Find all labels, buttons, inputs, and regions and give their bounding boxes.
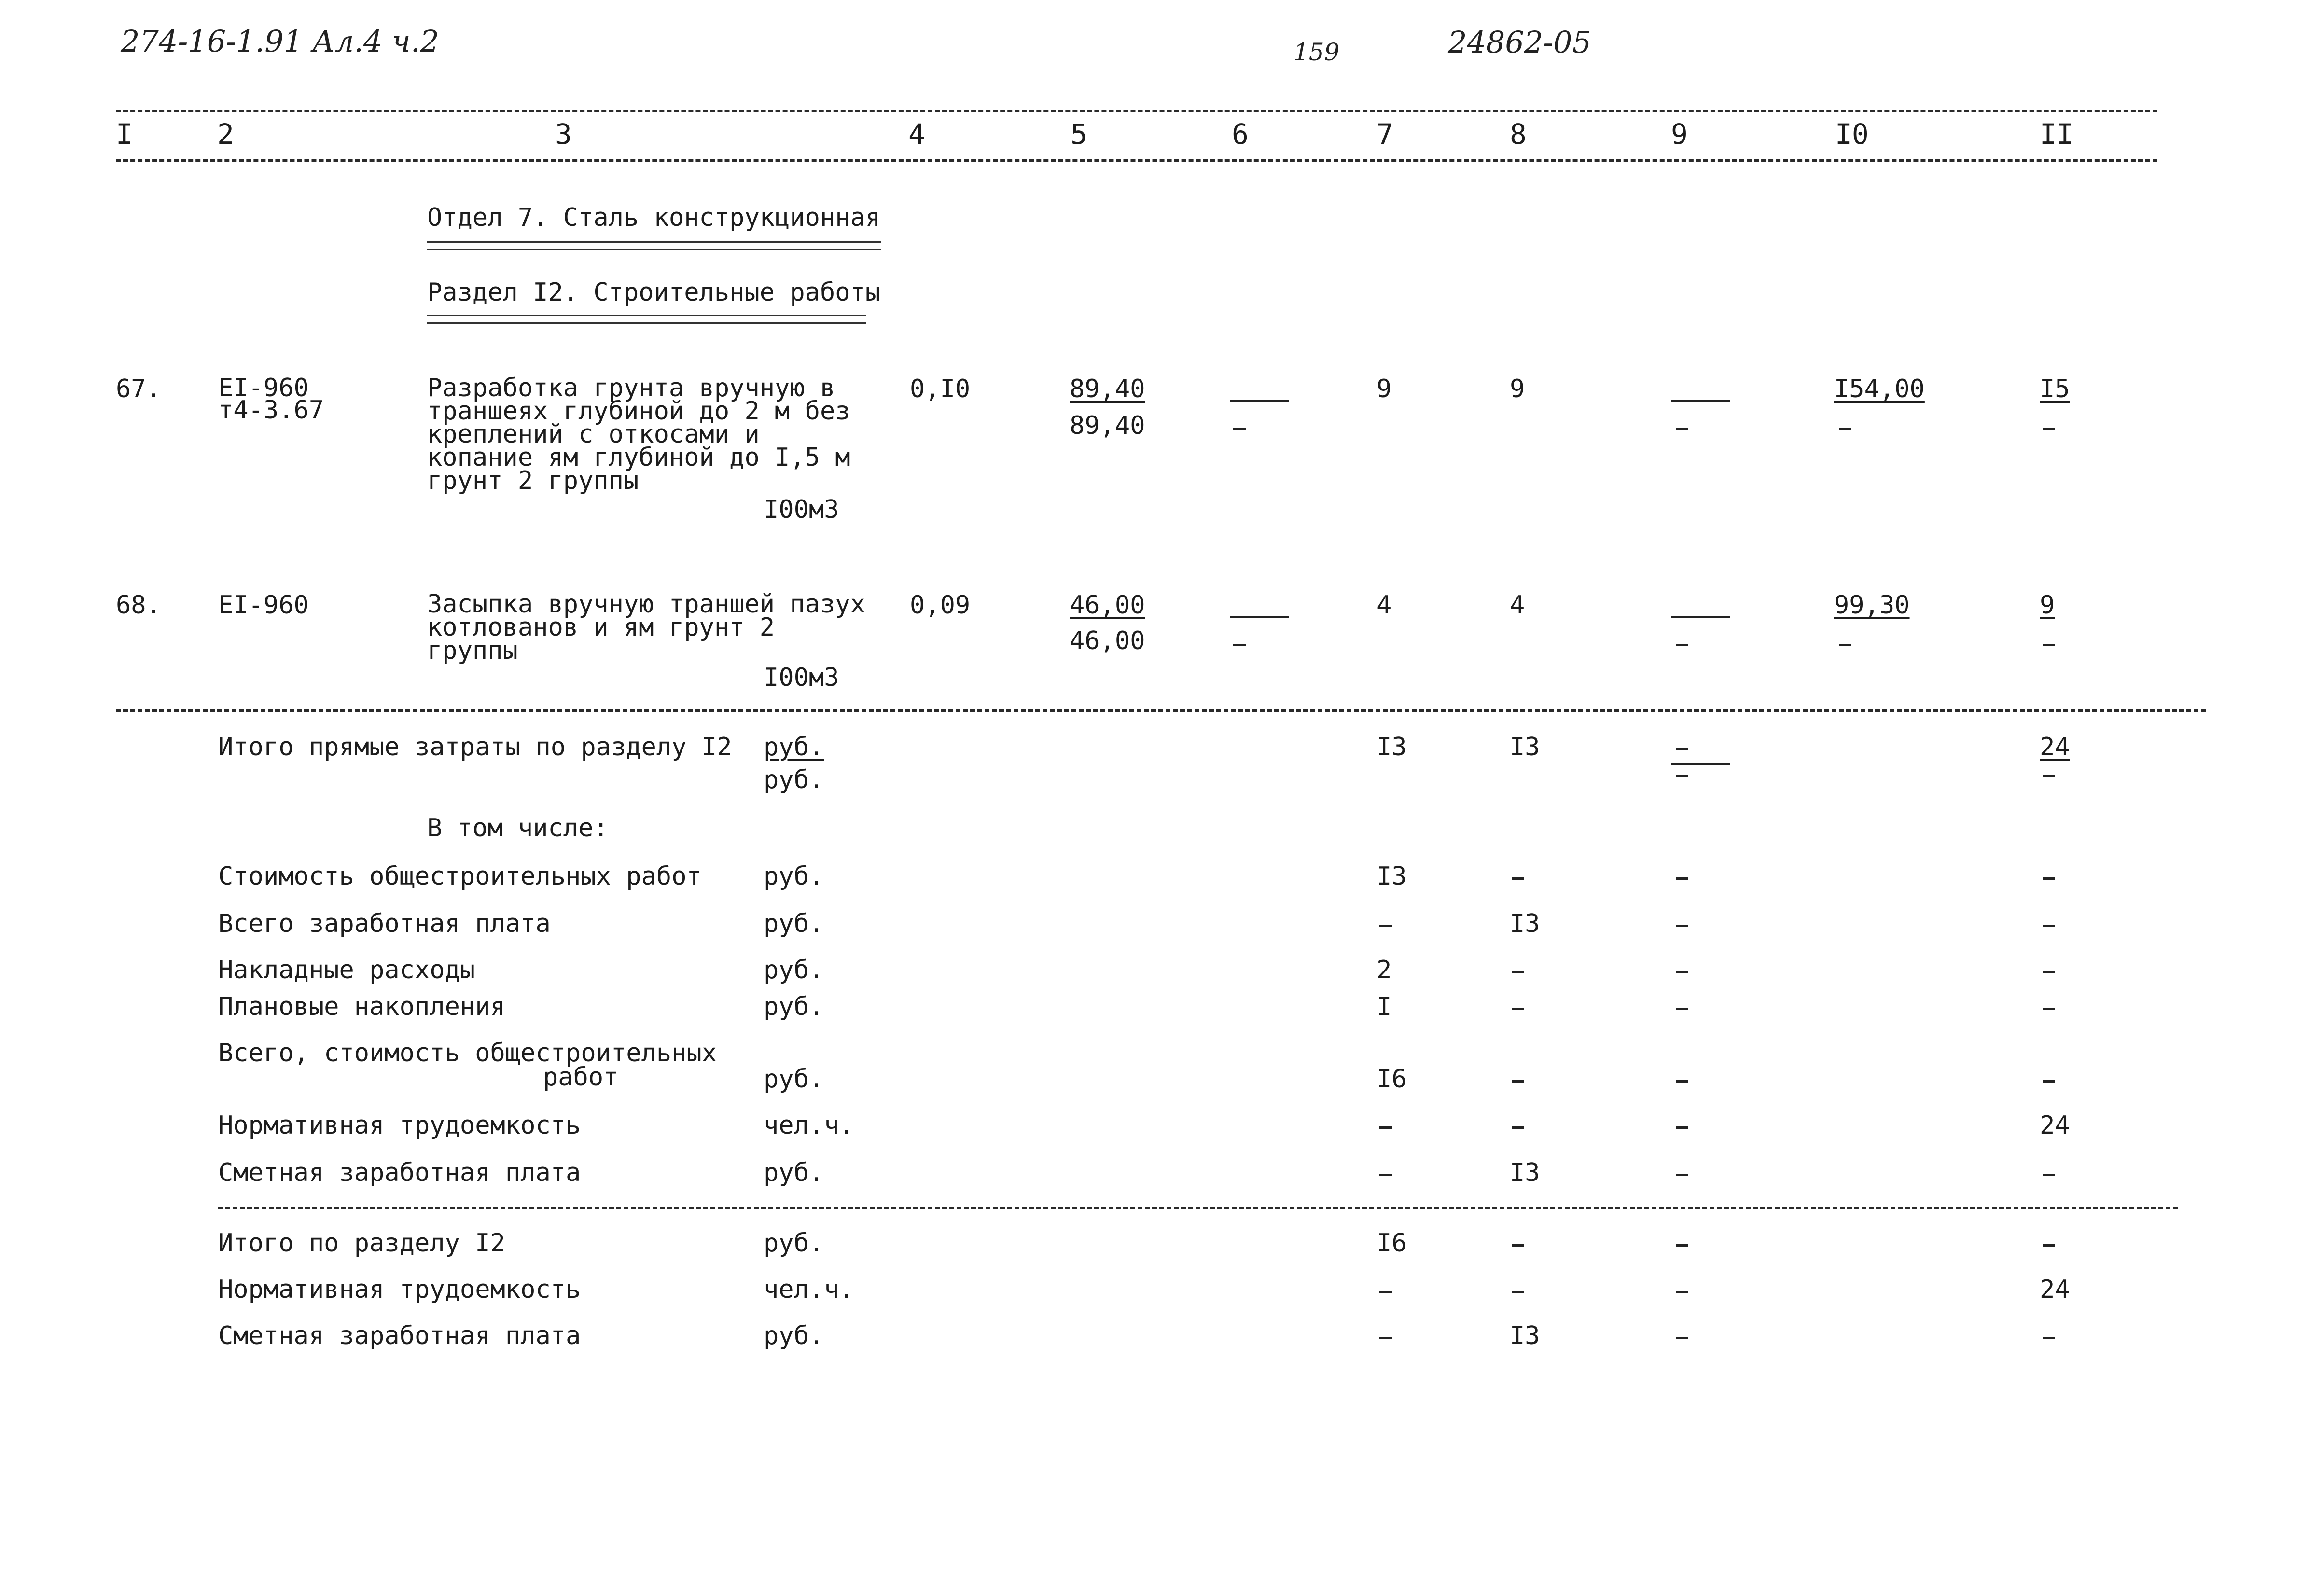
breakdown-c11-dash	[2043, 877, 2055, 880]
breakdown-c7: I6	[1377, 1065, 1407, 1094]
row-description: котлованов и ям грунт 2	[427, 613, 775, 642]
totals-direct-c9-bottom	[1676, 775, 1688, 777]
breakdown-label: Накладные расходы	[218, 956, 475, 985]
col-header-8: 8	[1510, 118, 1527, 151]
department-title-rule	[427, 241, 881, 243]
row-c8: 4	[1510, 591, 1525, 620]
col-header-10: I0	[1835, 118, 1869, 151]
breakdown-unit: руб.	[764, 862, 824, 891]
row-c10-bottom	[1839, 428, 1851, 430]
row-code: т4-3.67	[218, 396, 324, 425]
breakdown-c11-dash	[2043, 1080, 2055, 1083]
breakdown-c11-dash	[2043, 925, 2055, 927]
section-total-c9-dash	[1676, 1291, 1688, 1293]
breakdown-c11-dash	[2043, 1174, 2055, 1176]
row-c11-top: 9	[2040, 591, 2055, 620]
section-total-separator	[218, 1207, 2178, 1209]
row-c10-top: 99,30	[1834, 591, 1910, 620]
row-c8: 9	[1510, 375, 1525, 403]
row-description: группы	[427, 636, 518, 665]
breakdown-c9-dash	[1676, 1174, 1688, 1176]
breakdown-label: Стоимость общестроительных работ	[218, 862, 702, 891]
row-code: EI-960	[218, 591, 309, 620]
breakdown-c7-dash	[1379, 1174, 1392, 1176]
row-code: EI-960	[218, 374, 309, 402]
section-total-c9-dash	[1676, 1337, 1688, 1339]
breakdown-label: Плановые накопления	[218, 992, 505, 1021]
breakdown-c7-dash	[1379, 925, 1392, 927]
breakdown-c11-dash	[2043, 971, 2055, 973]
row-c9-bottom	[1676, 644, 1688, 646]
section-title-rule	[427, 315, 866, 316]
row-c10-bottom	[1839, 644, 1851, 646]
section-total-c11-dash	[2043, 1337, 2055, 1339]
totals-direct-c8: I3	[1510, 733, 1540, 762]
row-c5-top: 89,40	[1070, 375, 1145, 403]
row-c6-bottom	[1233, 644, 1246, 646]
breakdown-c7-dash	[1379, 1126, 1392, 1129]
breakdown-unit: руб.	[764, 909, 824, 938]
breakdown-c9-dash	[1676, 877, 1688, 880]
header-bottom-rule	[116, 159, 2157, 162]
row-c6-top	[1230, 400, 1289, 402]
section-total-label: Нормативная трудоемкость	[218, 1275, 581, 1304]
section-title: Раздел I2. Строительные работы	[427, 278, 881, 307]
section-total-c7-dash	[1379, 1337, 1392, 1339]
col-header-11: II	[2040, 118, 2073, 151]
breakdown-unit: руб.	[764, 1158, 824, 1187]
section-total-c8: I3	[1510, 1321, 1540, 1350]
row-description: креплений с откосами и	[427, 420, 760, 449]
section-title-rule	[427, 322, 866, 324]
breakdown-label-continued: работ	[543, 1063, 619, 1092]
breakdown-c8-dash	[1512, 1126, 1524, 1129]
section-total-c8-dash	[1512, 1291, 1524, 1293]
totals-direct-c9-top	[1676, 748, 1688, 750]
row-description: Разработка грунта вручную в	[427, 374, 835, 402]
totals-direct-c11-bottom	[2043, 775, 2055, 777]
row-description: копание ям глубиной до I,5 м	[427, 443, 850, 472]
row-unit: I00м3	[764, 663, 839, 692]
breakdown-c8: I3	[1510, 909, 1540, 938]
department-title: Отдел 7. Сталь конструкционная	[427, 203, 881, 232]
col-header-9: 9	[1671, 118, 1688, 151]
breakdown-unit: чел.ч.	[764, 1111, 854, 1140]
breakdown-c8-dash	[1512, 1008, 1524, 1010]
row-c9-bottom	[1676, 428, 1688, 430]
col-header-7: 7	[1377, 118, 1393, 151]
col-header-6: 6	[1232, 118, 1249, 151]
row-description: грунт 2 группы	[427, 466, 639, 495]
header-top-rule	[116, 110, 2157, 112]
section-total-unit: руб.	[764, 1229, 824, 1258]
row-c5-bottom: 89,40	[1070, 411, 1145, 440]
header-page-number: 159	[1294, 38, 1340, 66]
col-header-2: 2	[217, 118, 234, 151]
section-total-label: Сметная заработная плата	[218, 1321, 581, 1350]
section-total-c8-dash	[1512, 1244, 1524, 1247]
row-quantity: 0,09	[910, 591, 971, 620]
row-c9-top	[1671, 400, 1730, 402]
breakdown-c8: I3	[1510, 1158, 1540, 1187]
breakdown-unit: руб.	[764, 956, 824, 985]
breakdown-label: Нормативная трудоемкость	[218, 1111, 581, 1140]
col-header-3: 3	[555, 118, 572, 151]
col-header-1: I	[116, 118, 133, 151]
breakdown-unit: руб.	[764, 1065, 824, 1094]
section-total-c7-dash	[1379, 1291, 1392, 1293]
breakdown-label: Всего, стоимость общестроительных	[218, 1039, 717, 1068]
row-c11-top: I5	[2040, 375, 2070, 403]
row-c9-top	[1671, 616, 1730, 618]
breakdown-label: Сметная заработная плата	[218, 1158, 581, 1187]
breakdown-c11-dash	[2043, 1008, 2055, 1010]
row-c6-bottom	[1233, 428, 1246, 430]
breakdown-c7: I	[1377, 992, 1392, 1021]
section-total-c11: 24	[2040, 1275, 2070, 1304]
breakdown-c9-dash	[1676, 1080, 1688, 1083]
breakdown-c8-dash	[1512, 1080, 1524, 1083]
breakdown-c7: 2	[1377, 956, 1392, 985]
breakdown-c8-dash	[1512, 877, 1524, 880]
breakdown-c9-dash	[1676, 1126, 1688, 1129]
breakdown-c8-dash	[1512, 971, 1524, 973]
totals-direct-c11-top: 24	[2040, 733, 2070, 762]
col-header-5: 5	[1071, 118, 1087, 151]
totals-direct-unit-bottom: руб.	[764, 765, 824, 794]
row-number: 68.	[116, 591, 161, 620]
breakdown-label: Всего заработная плата	[218, 909, 551, 938]
totals-direct-c7: I3	[1377, 733, 1407, 762]
totals-direct-label: Итого прямые затраты по разделу I2	[218, 733, 732, 762]
breakdown-c9-dash	[1676, 971, 1688, 973]
row-number: 67.	[116, 375, 161, 403]
section-total-c9-dash	[1676, 1244, 1688, 1247]
row-c11-bottom	[2043, 644, 2055, 646]
header-reference-right: 24862-05	[1448, 25, 1592, 60]
totals-separator	[116, 709, 2206, 712]
section-total-c11-dash	[2043, 1244, 2055, 1247]
row-description: траншеях глубиной до 2 м без	[427, 397, 850, 426]
including-label: В том числе:	[427, 814, 609, 843]
section-total-unit: чел.ч.	[764, 1275, 854, 1304]
row-c5-top: 46,00	[1070, 591, 1145, 620]
totals-direct-unit-top: руб.	[764, 733, 824, 762]
row-c5-bottom: 46,00	[1070, 626, 1145, 655]
row-c7: 4	[1377, 591, 1392, 620]
header-reference-left: 274-16-1.91 Ал.4 ч.2	[121, 24, 439, 59]
section-total-label: Итого по разделу I2	[218, 1229, 505, 1258]
breakdown-c9-dash	[1676, 925, 1688, 927]
col-header-4: 4	[908, 118, 925, 151]
row-c6-top	[1230, 616, 1289, 618]
breakdown-c9-dash	[1676, 1008, 1688, 1010]
row-unit: I00м3	[764, 495, 839, 524]
breakdown-c7: I3	[1377, 862, 1407, 891]
row-c11-bottom	[2043, 428, 2055, 430]
row-c7: 9	[1377, 375, 1392, 403]
department-title-rule	[427, 249, 881, 250]
breakdown-unit: руб.	[764, 992, 824, 1021]
totals-direct-c9-rule	[1671, 763, 1730, 765]
row-quantity: 0,I0	[910, 375, 971, 403]
row-description: Засыпка вручную траншей пазух	[427, 590, 865, 619]
section-total-unit: руб.	[764, 1321, 824, 1350]
section-total-c7: I6	[1377, 1229, 1407, 1258]
row-c10-top: I54,00	[1834, 375, 1925, 403]
breakdown-c11: 24	[2040, 1111, 2070, 1140]
